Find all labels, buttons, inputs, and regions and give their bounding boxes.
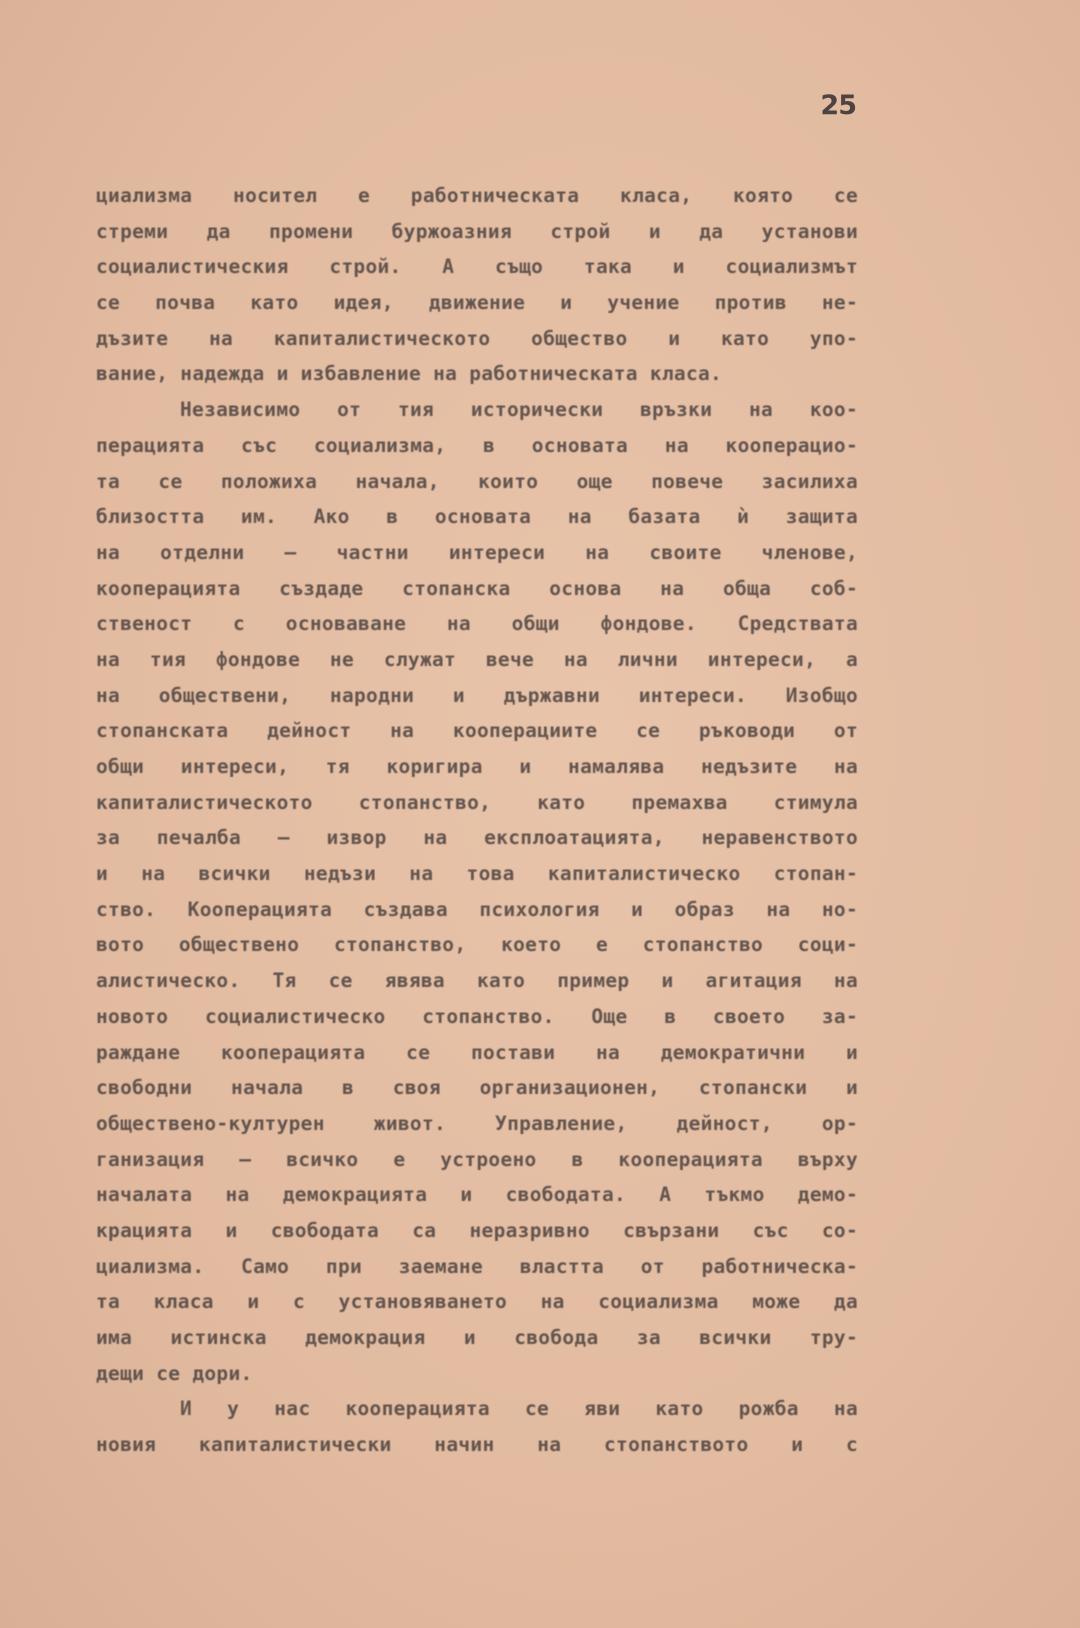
text-line: ство. Кооперацията създава психология и образ на но-: [96, 897, 858, 921]
text-line: крацията и свободата са неразривно свързани със со-: [96, 1218, 858, 1242]
text-line: на обществени, народни и държавни интереси. Изобщо: [96, 683, 858, 707]
body-text: [96, 178, 858, 1463]
text-line: ганизация — всичко е устроено в кооперацията върху: [96, 1147, 858, 1171]
text-line: ственост с основаване на общи фондове. Средствата: [96, 612, 858, 636]
text-line: социалистическия строй. А също така и социализмът: [96, 255, 858, 279]
text-line: кооперацията създаде стопанска основа на обща соб-: [96, 576, 858, 600]
text-line: стреми да промени буржоазния строй и да установи: [96, 219, 858, 243]
text-line: алистическо. Тя се явява като пример и агитация на: [96, 969, 858, 993]
text-line: за печалба — извор на експлоатацията, неравенството: [96, 826, 858, 850]
text-line: перацията със социализма, в основата на кооперацио-: [96, 433, 858, 457]
text-line: капиталистическото стопанство, като премахва стимула: [96, 790, 858, 814]
text-line: та класа и с установяването на социализма може да: [96, 1290, 858, 1314]
text-line: вание, надежда и избавление на работническата класа.: [96, 362, 723, 386]
text-line: общи интереси, тя коригира и намалява недъзите на: [96, 755, 858, 778]
text-line: дещи се дори.: [96, 1361, 253, 1385]
text-line: близостта им. Ако в основата на базата ѝ защита: [96, 505, 858, 529]
text-line: раждане кооперацията се постави на демократични и: [96, 1040, 858, 1064]
text-line: циализма. Само при заемане властта от работническа-: [96, 1254, 858, 1278]
text-line: новото социалистическо стопанство. Още в своето за-: [96, 1004, 858, 1028]
text-line: та се положиха начала, които още повече засилиха: [96, 469, 858, 493]
text-line: на тия фондове не служат вече на лични интереси, а: [96, 647, 858, 671]
text-line: обществено-културен живот. Управление, дейност, ор-: [96, 1111, 858, 1135]
text-line: има истинска демокрация и свобода за всички тру-: [96, 1326, 858, 1349]
text-line: се почва като идея, движение и учение против не-: [96, 291, 858, 315]
text-line: стопанската дейност на кооперациите се ръководи от: [96, 719, 858, 743]
text-line: на отделни — частни интереси на своите членове,: [96, 540, 858, 564]
text-line: новия капиталистически начин на стопанството и с: [96, 1433, 858, 1457]
page-number: 25: [820, 90, 856, 121]
text-line: свободни начала в своя организационен, стопански и: [96, 1076, 858, 1100]
text-line: и на всички недъзи на това капиталистическо стопан-: [96, 862, 858, 886]
text-line: началата на демокрацията и свободата. А тъкмо демо-: [96, 1183, 858, 1207]
text-line: дъзите на капиталистическото общество и като упо-: [96, 326, 858, 350]
text-line: И у нас кооперацията се яви като рожба на: [180, 1397, 858, 1421]
text-line: циализма носител е работническата класа, която се: [96, 184, 858, 207]
text-line: вото обществено стопанство, което е стопанство соци-: [96, 933, 858, 957]
text-line: Независимо от тия исторически връзки на коо-: [180, 398, 858, 422]
